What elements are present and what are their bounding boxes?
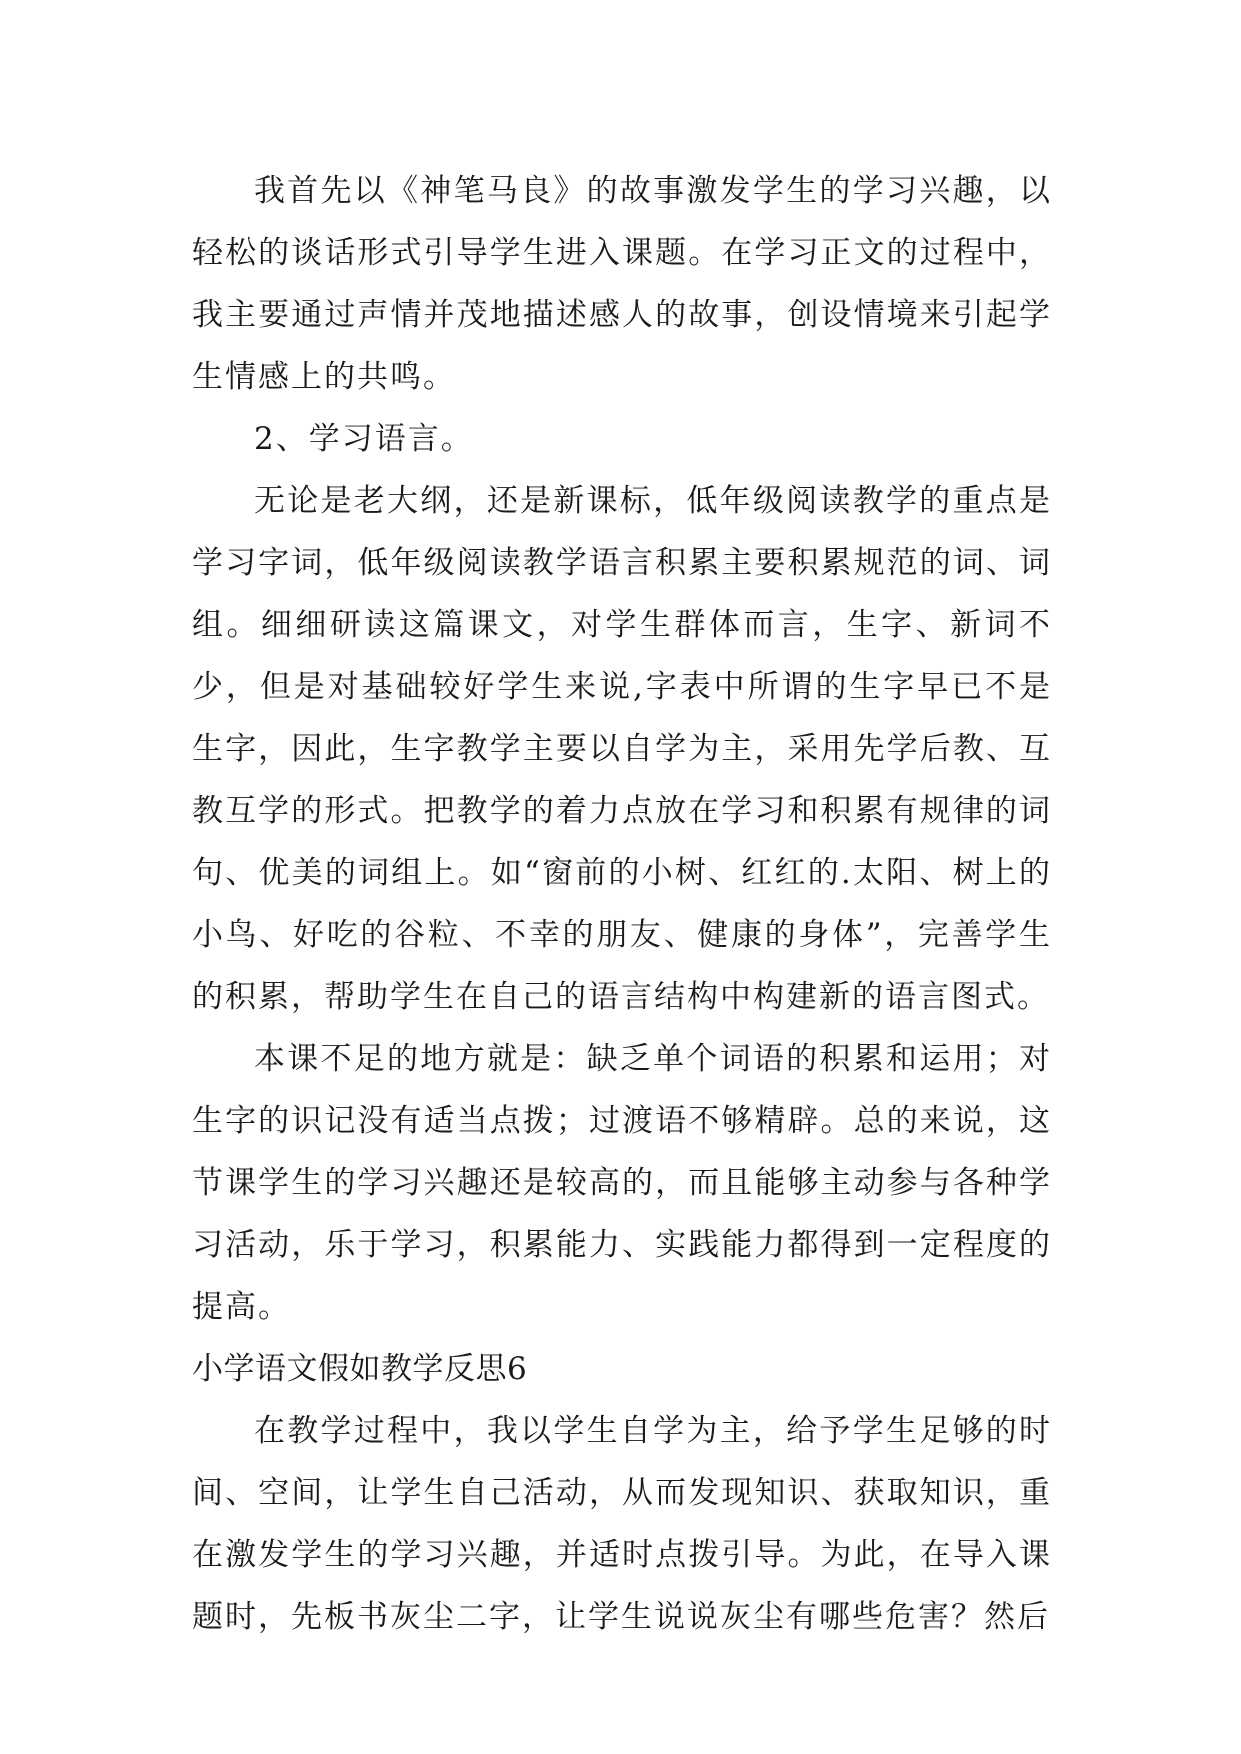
section-heading: 小学语文假如教学反思6 (192, 1351, 528, 1387)
paragraph-teaching-process: 在教学过程中，我以学生自学为主，给予学生足够的时间、空间，让学生自己活动，从而发现知识、获取知识，重在激发学生的学习兴趣，并适时点拨引导。为此，在导入课题时，先板书灰尘二字，让学生说说灰尘有哪些危害？然后 (192, 1413, 1052, 1635)
paragraph-shortcomings: 本课不足的地方就是：缺乏单个词语的积累和运用；对生字的识记没有适当点拨；过渡语不够精辟。总的来说，这节课学生的学习兴趣还是较高的，而且能够主动参与各种学习活动，乐于学习，积累能力、实践能力都得到一定程度的提高。 (192, 1041, 1052, 1325)
document-body (192, 160, 1052, 1648)
paragraph-language-study: 无论是老大纲，还是新课标，低年级阅读教学的重点是学习字词，低年级阅读教学语言积累主要积累规范的词、词组。细细研读这篇课文，对学生群体而言，生字、新词不少，但是对基础较好学生来说,字表中所谓的生字早已不是生字，因此，生字教学主要以自学为主，采用先学后教、互教互学的形式。把教学的着力点放在学习和积累有规律的词句、优美的词组上。如“窗前的小树、红红的.太阳、树上的小鸟、好吃的谷粒、不幸的朋友、健康的身体”，完善学生的积累，帮助学生在自己的语言结构中构建新的语言图式。 (192, 483, 1052, 1015)
paragraph-intro: 我首先以《神笔马良》的故事激发学生的学习兴趣，以轻松的谈话形式引导学生进入课题。在学习正文的过程中，我主要通过声情并茂地描述感人的故事，创设情境来引起学生情感上的共鸣。 (192, 173, 1052, 395)
section-subheading: 2、学习语言。 (254, 421, 474, 457)
